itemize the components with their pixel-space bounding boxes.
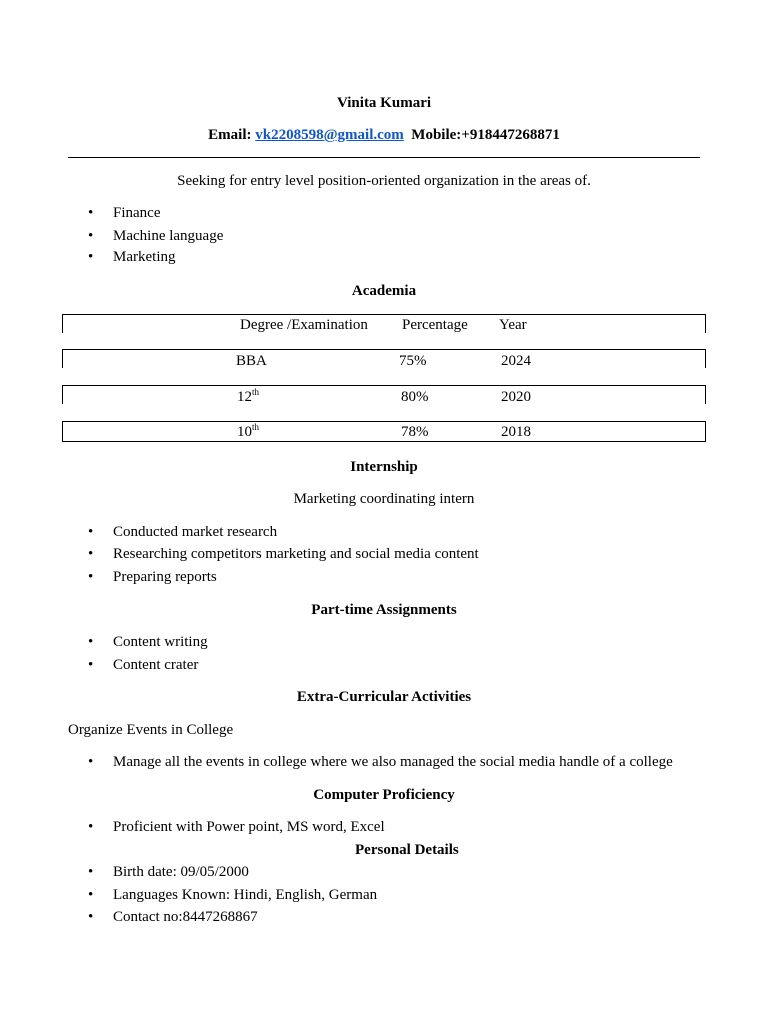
header-divider [68, 157, 700, 158]
section-title-personal: Personal Details [355, 842, 459, 858]
table-cell-year: 2018 [501, 424, 531, 440]
table-cell-percentage: 80% [401, 389, 429, 405]
table-header-percentage: Percentage [402, 317, 468, 333]
email-link[interactable]: vk2208598@gmail.com [255, 127, 404, 143]
section-title-academia: Academia [351, 283, 417, 299]
section-title-internship: Internship [350, 459, 418, 475]
table-cell-year: 2024 [501, 353, 531, 369]
table-cell-degree: BBA [236, 353, 267, 369]
section-title-extracurricular: Extra-Curricular Activities [296, 689, 472, 705]
section-title-computer: Computer Proficiency [313, 787, 455, 803]
internship-role: Marketing coordinating intern [293, 491, 475, 507]
email-label: Email: [208, 127, 252, 143]
table-cell-percentage: 75% [399, 353, 427, 369]
table-cell-degree: 12th [237, 387, 260, 405]
table-cell-percentage: 78% [401, 424, 429, 440]
extracurricular-subtitle: Organize Events in College [68, 722, 234, 738]
table-cell-degree: 10th [237, 422, 260, 440]
table-header-year: Year [499, 317, 527, 333]
table-header-degree: Degree /Examination [240, 317, 368, 333]
section-title-part-time: Part-time Assignments [311, 602, 457, 618]
objective-text: Seeking for entry level position-oriented organization in the areas of. [177, 173, 591, 189]
candidate-name: Vinita Kumari [336, 95, 432, 111]
contact-line [0, 126, 768, 144]
table-cell-year: 2020 [501, 389, 531, 405]
mobile-text: Mobile:+918447268871 [411, 127, 560, 143]
